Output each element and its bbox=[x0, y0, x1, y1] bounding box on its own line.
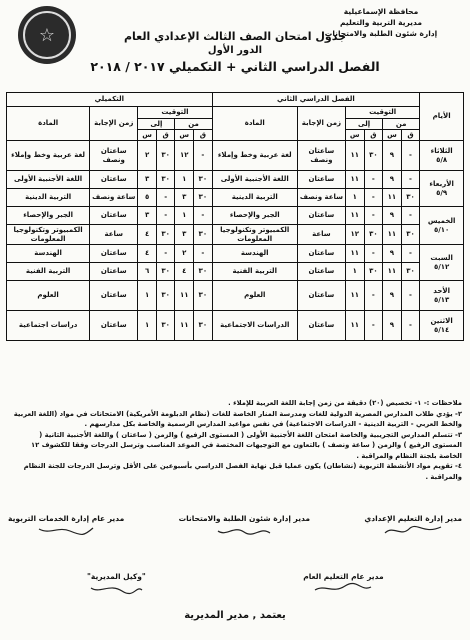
day-name: الأربعاء bbox=[429, 180, 454, 188]
duration-cell: ساعتان bbox=[297, 263, 345, 281]
comp-duration-cell: ساعتان bbox=[90, 281, 138, 311]
duration-cell: ساعة bbox=[297, 225, 345, 245]
comp-from-hour-cell: ١١ bbox=[175, 281, 194, 311]
table-row bbox=[7, 207, 464, 225]
timing-header: التوقيت bbox=[345, 107, 419, 119]
comp-to-minute-cell: - bbox=[156, 207, 175, 225]
to-minute-cell: - bbox=[364, 207, 383, 225]
min-col: ق bbox=[401, 130, 420, 141]
to-hour-cell: ١١ bbox=[345, 141, 364, 171]
day-name: الاثنين bbox=[430, 317, 453, 325]
day-cell bbox=[420, 171, 464, 207]
to-hour-cell: ١ bbox=[345, 189, 364, 207]
from-header-comp: من bbox=[175, 119, 212, 130]
comp-to-hour-cell: ٤ bbox=[138, 245, 157, 263]
day-date: ٥/٨ bbox=[436, 155, 448, 164]
table-row bbox=[7, 225, 464, 245]
comp-subject-cell: دراسات اجتماعية bbox=[7, 311, 90, 341]
to-minute-cell: - bbox=[364, 171, 383, 189]
term-title: الفصل الدراسي الثاني + التكميلي ٢٠١٧ / ٢٠١٨ bbox=[90, 59, 380, 74]
hr-col: س bbox=[175, 130, 194, 141]
comp-from-minute-cell: ٣٠ bbox=[194, 189, 213, 207]
comp-duration-cell: ساعتان bbox=[90, 311, 138, 341]
from-minute-cell: ٣٠ bbox=[401, 225, 420, 245]
comp-subject-cell: التربية الفنية bbox=[7, 263, 90, 281]
to-minute-cell: - bbox=[364, 245, 383, 263]
comp-to-minute-cell: ٣٠ bbox=[156, 311, 175, 341]
day-name: الخميس bbox=[427, 217, 456, 225]
subject-header-comp: المادة bbox=[7, 107, 90, 141]
subject-cell: لغة عربية وخط وإملاء bbox=[212, 141, 297, 171]
title-block bbox=[90, 30, 380, 75]
from-minute-cell: - bbox=[401, 207, 420, 225]
duration-cell: ساعتان bbox=[297, 281, 345, 311]
signature-exams-director: مدير إدارة شئون الطلبة والامتحانات bbox=[178, 514, 311, 523]
comp-from-hour-cell: ١ bbox=[175, 207, 194, 225]
timing-header-comp: التوقيت bbox=[138, 107, 212, 119]
handwritten-signature-icon bbox=[214, 523, 274, 537]
comp-to-minute-cell: ٣٠ bbox=[156, 263, 175, 281]
comp-duration-cell: ساعة ونصف bbox=[90, 189, 138, 207]
schedule-body bbox=[7, 141, 464, 341]
day-date: ٥/١٠ bbox=[433, 225, 450, 234]
from-minute-cell: - bbox=[401, 311, 420, 341]
duration-cell: ساعتان bbox=[297, 245, 345, 263]
comp-subject-cell: لغة عربية وخط وإملاء bbox=[7, 141, 90, 171]
comp-duration-cell: ساعتان ونصف bbox=[90, 141, 138, 171]
min-col: ق bbox=[364, 130, 383, 141]
comp-duration-cell: ساعتان bbox=[90, 207, 138, 225]
comp-duration-cell: ساعة bbox=[90, 225, 138, 245]
table-row bbox=[7, 141, 464, 171]
comp-from-hour-cell: ٣ bbox=[175, 225, 194, 245]
comp-to-hour-cell: ٦ bbox=[138, 263, 157, 281]
exam-round: الدور الأول bbox=[207, 45, 263, 56]
signature-row-2 bbox=[8, 572, 462, 597]
table-row bbox=[7, 281, 464, 311]
to-header-comp: إلى bbox=[138, 119, 175, 130]
comp-to-hour-cell: ١ bbox=[138, 311, 157, 341]
comp-to-hour-cell: ١ bbox=[138, 281, 157, 311]
subject-cell: الكمبيوتر وتكنولوجيا المعلومات bbox=[212, 225, 297, 245]
table-row bbox=[7, 245, 464, 263]
to-hour-cell: ١٢ bbox=[345, 225, 364, 245]
notes-section bbox=[10, 398, 462, 482]
day-name: الثلاثاء bbox=[430, 147, 453, 155]
hr-col: س bbox=[383, 130, 402, 141]
comp-from-hour-cell: ١٢ bbox=[175, 141, 194, 171]
duration-header: زمن الإجابة bbox=[297, 107, 345, 141]
section-comp-header: التكميلي bbox=[7, 93, 213, 107]
to-header: إلى bbox=[345, 119, 382, 130]
comp-from-minute-cell: - bbox=[194, 207, 213, 225]
signature-services-director: مدير عام إدارة الخدمات التربوية bbox=[8, 514, 125, 523]
comp-to-minute-cell: - bbox=[156, 189, 175, 207]
schedule-table bbox=[6, 92, 464, 341]
to-minute-cell: ٣٠ bbox=[364, 263, 383, 281]
comp-subject-cell: الهندسة bbox=[7, 245, 90, 263]
signature-general-director: مدير عام التعليم العام bbox=[303, 572, 384, 581]
from-hour-cell: ٩ bbox=[383, 207, 402, 225]
comp-subject-cell: العلوم bbox=[7, 281, 90, 311]
from-hour-cell: ٩ bbox=[383, 245, 402, 263]
comp-from-minute-cell: ٣٠ bbox=[194, 225, 213, 245]
from-minute-cell: ٣٠ bbox=[401, 263, 420, 281]
handwritten-signature-icon bbox=[36, 523, 96, 537]
day-name: السبت bbox=[430, 254, 453, 262]
hr-col: س bbox=[138, 130, 157, 141]
comp-to-minute-cell: ٣٠ bbox=[156, 141, 175, 171]
min-col: ق bbox=[194, 130, 213, 141]
comp-from-hour-cell: ١ bbox=[175, 171, 194, 189]
to-hour-cell: ١١ bbox=[345, 311, 364, 341]
from-header: من bbox=[383, 119, 420, 130]
from-minute-cell: - bbox=[401, 171, 420, 189]
subject-cell: الجبر والإحصاء bbox=[212, 207, 297, 225]
subject-cell: التربية الدينية bbox=[212, 189, 297, 207]
comp-from-minute-cell: - bbox=[194, 141, 213, 171]
comp-subject-cell: الكمبيوتر وتكنولوجيا المعلومات bbox=[7, 225, 90, 245]
day-cell bbox=[420, 245, 464, 281]
comp-subject-cell: الجبر والإحصاء bbox=[7, 207, 90, 225]
day-cell bbox=[420, 141, 464, 171]
comp-from-hour-cell: ١١ bbox=[175, 311, 194, 341]
note-2: ٢- يؤدي طلاب المدارس المصرية الدولية للغات ومدرسة المنار الخاصة للغات (نظام الدبلومة الأمريكية) الامتحانات في مواد (اللغة العربية والخط العربي - التربية الدينية - الدراسات الاجتماعية) في نفس مواعيد المدارس الرسمية والخاصة بكل مدارسهم . bbox=[13, 409, 462, 428]
signature-deputy: "وكيل المديرية" bbox=[87, 572, 146, 581]
day-date: ٥/١٢ bbox=[433, 262, 450, 271]
governorate-label: محافظة الإسماعيلية bbox=[343, 7, 419, 16]
comp-to-minute-cell: - bbox=[156, 245, 175, 263]
handwritten-signature-icon bbox=[383, 523, 443, 537]
day-name: الأحد bbox=[433, 287, 450, 295]
comp-to-minute-cell: ٣٠ bbox=[156, 225, 175, 245]
day-date: ٥/١٤ bbox=[433, 325, 450, 334]
subject-cell: الدراسات الاجتماعية bbox=[212, 311, 297, 341]
comp-from-minute-cell: ٣٠ bbox=[194, 171, 213, 189]
governorate-logo-icon: ☆ bbox=[18, 6, 76, 64]
comp-from-minute-cell: ٣٠ bbox=[194, 281, 213, 311]
from-hour-cell: ٩ bbox=[383, 171, 402, 189]
from-minute-cell: - bbox=[401, 245, 420, 263]
from-hour-cell: ١١ bbox=[383, 189, 402, 207]
subject-cell: العلوم bbox=[212, 281, 297, 311]
comp-from-hour-cell: ٣ bbox=[175, 189, 194, 207]
subject-cell: الهندسة bbox=[212, 245, 297, 263]
comp-to-minute-cell: ٣٠ bbox=[156, 171, 175, 189]
handwritten-signature-icon bbox=[86, 581, 146, 595]
day-date: ٥/١٣ bbox=[433, 295, 450, 304]
comp-from-hour-cell: ٢ bbox=[175, 245, 194, 263]
comp-duration-cell: ساعتان bbox=[90, 245, 138, 263]
to-minute-cell: - bbox=[364, 189, 383, 207]
from-hour-cell: ١١ bbox=[383, 225, 402, 245]
to-hour-cell: ١١ bbox=[345, 281, 364, 311]
comp-from-minute-cell: - bbox=[194, 245, 213, 263]
comp-from-minute-cell: ٣٠ bbox=[194, 263, 213, 281]
table-row bbox=[7, 263, 464, 281]
table-row bbox=[7, 189, 464, 207]
comp-subject-cell: التربية الدينية bbox=[7, 189, 90, 207]
comp-to-hour-cell: ٢ bbox=[138, 141, 157, 171]
to-hour-cell: ١١ bbox=[345, 245, 364, 263]
from-hour-cell: ٩ bbox=[383, 141, 402, 171]
duration-cell: ساعتان bbox=[297, 311, 345, 341]
section-main-header: الفصل الدراسي الثاني bbox=[212, 93, 420, 107]
duration-cell: ساعتان bbox=[297, 171, 345, 189]
hr-col: س bbox=[345, 130, 364, 141]
day-date: ٥/٩ bbox=[436, 188, 448, 197]
to-minute-cell: ٣٠ bbox=[364, 225, 383, 245]
duration-cell: ساعتان ونصف bbox=[297, 141, 345, 171]
to-hour-cell: ١١ bbox=[345, 171, 364, 189]
table-row bbox=[7, 311, 464, 341]
duration-cell: ساعتان bbox=[297, 207, 345, 225]
from-minute-cell: - bbox=[401, 141, 420, 171]
day-cell bbox=[420, 281, 464, 311]
directorate-label: مديرية التربية والتعليم bbox=[340, 18, 422, 27]
note-4: ٤- تقويم مواد الأنشطة التربوية (نشاطان) يكون عمليا قبل نهاية الفصل الدراسي بأسبوعين على الأقل وترسل الدرجات للجنة النظام والمراقبة . bbox=[23, 462, 462, 481]
duration-header-comp: زمن الإجابة bbox=[90, 107, 138, 141]
comp-from-hour-cell: ٤ bbox=[175, 263, 194, 281]
comp-to-hour-cell: ٤ bbox=[138, 225, 157, 245]
signature-row bbox=[8, 514, 462, 539]
day-cell bbox=[420, 207, 464, 245]
schedule-title: جدول امتحان الصف الثالث الإعدادي العام bbox=[123, 30, 347, 43]
comp-to-hour-cell: ٥ bbox=[138, 189, 157, 207]
day-cell bbox=[420, 311, 464, 341]
subject-header: المادة bbox=[212, 107, 297, 141]
days-header: الأيام bbox=[420, 93, 464, 141]
table-row bbox=[7, 171, 464, 189]
subject-cell: التربية الفنية bbox=[212, 263, 297, 281]
to-hour-cell: ١١ bbox=[345, 207, 364, 225]
comp-duration-cell: ساعتان bbox=[90, 263, 138, 281]
to-minute-cell: ٣٠ bbox=[364, 141, 383, 171]
department-label: إدارة شئون الطلبة والامتحانات bbox=[324, 29, 438, 38]
subject-cell: اللغة الأجنبية الأولى bbox=[212, 171, 297, 189]
handwritten-signature-icon bbox=[313, 581, 373, 595]
comp-to-hour-cell: ٣ bbox=[138, 171, 157, 189]
approval-line: يعتمد , مدير المديرية bbox=[184, 610, 286, 621]
signature-prep-director: مدير إدارة التعليم الإعدادي bbox=[364, 514, 462, 523]
comp-to-hour-cell: ٣ bbox=[138, 207, 157, 225]
comp-duration-cell: ساعتان bbox=[90, 171, 138, 189]
from-hour-cell: ١١ bbox=[383, 263, 402, 281]
note-3: ٣- تتسلم المدارس التجريبية والخاصة امتحان اللغة الأجنبية الأولى ( المستوى الرفيع ) والزمن ( ساعتان ) واللغة الأجنبية الثانية ( المستوى الرفيع ) والزمن ( ساعة ونصف ) بالتعاون مع التوجيهات المختصة في الموعد المناسب وترسل الدرجات وفقا للكشوف ١٢ الخاصة بلجنة النظام والمراقبة . bbox=[31, 430, 462, 460]
from-minute-cell: - bbox=[401, 281, 420, 311]
comp-to-minute-cell: ٣٠ bbox=[156, 281, 175, 311]
duration-cell: ساعة ونصف bbox=[297, 189, 345, 207]
comp-from-minute-cell: ٣٠ bbox=[194, 311, 213, 341]
from-minute-cell: ٣٠ bbox=[401, 189, 420, 207]
notes-heading: ملاحظات :- bbox=[423, 399, 462, 407]
to-minute-cell: - bbox=[364, 311, 383, 341]
from-hour-cell: ٩ bbox=[383, 311, 402, 341]
comp-subject-cell: اللغة الأجنبية الأولى bbox=[7, 171, 90, 189]
from-hour-cell: ٩ bbox=[383, 281, 402, 311]
note-1: ١- تخصيص (٢٠) دقيقة من زمن إجابة اللغة العربية للإملاء . bbox=[228, 399, 422, 407]
to-hour-cell: ١ bbox=[345, 263, 364, 281]
min-col: ق bbox=[156, 130, 175, 141]
to-minute-cell: - bbox=[364, 281, 383, 311]
